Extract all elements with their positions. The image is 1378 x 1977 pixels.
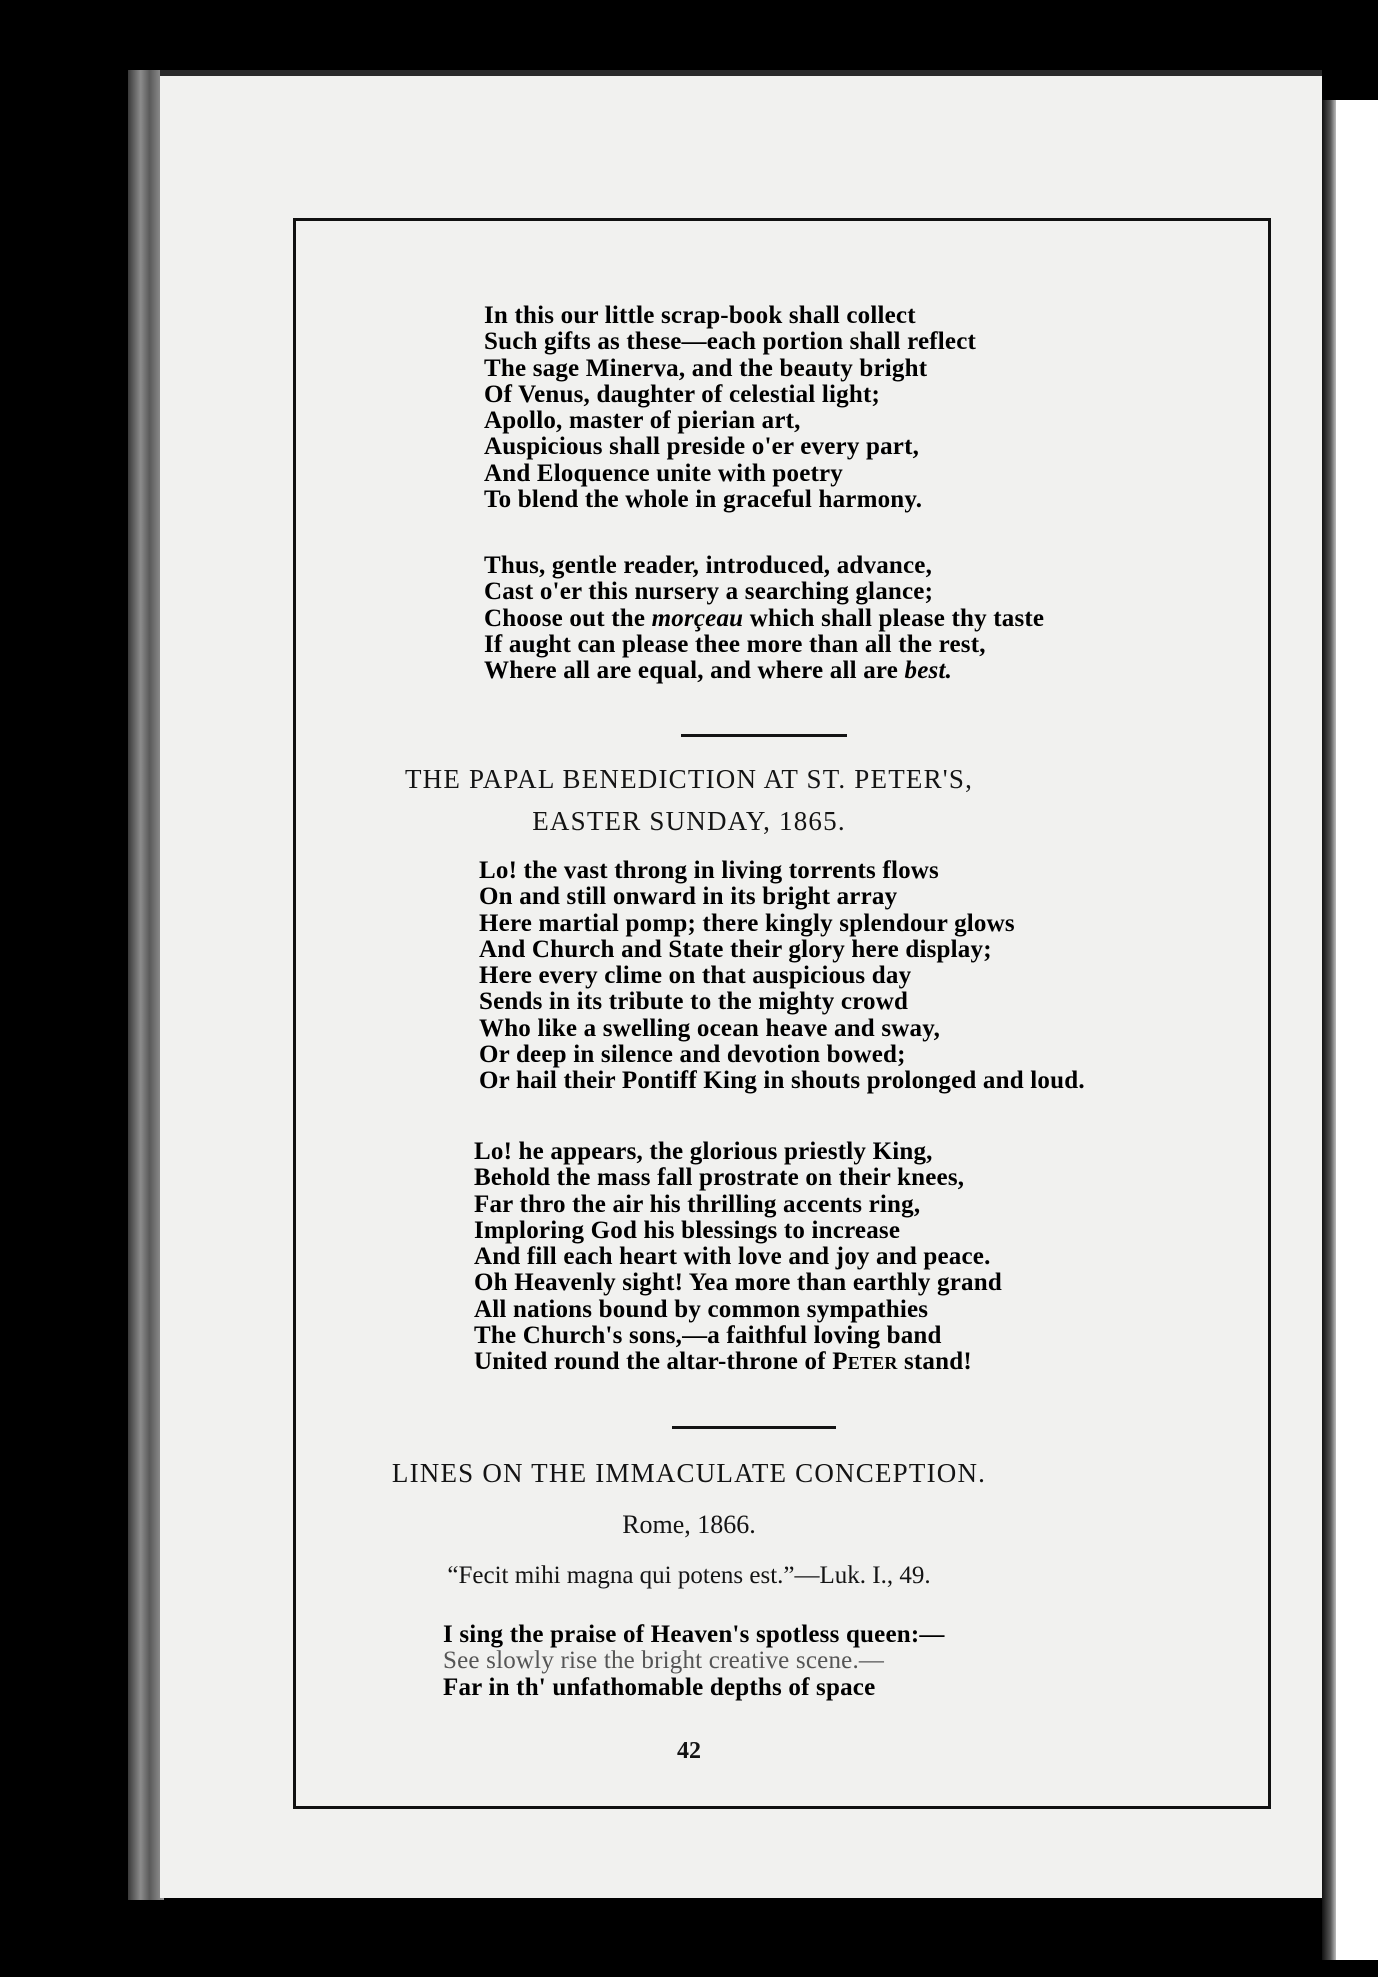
poem2-title-line1: THE PAPAL BENEDICTION AT ST. PETER'S, xyxy=(404,764,974,794)
section-divider xyxy=(672,1426,836,1429)
poem3-title: LINES ON THE IMMACULATE CONCEPTION. xyxy=(391,1458,987,1488)
verse-line: Imploring God his blessings to increase xyxy=(474,1216,901,1244)
verse-line: If aught can please thee more than all the rest, xyxy=(484,630,986,658)
verse-line: Here martial pomp; there kingly splendour glows xyxy=(479,909,1015,937)
verse-line: The sage Minerva, and the beauty bright xyxy=(484,354,928,382)
poem2-stanza2 xyxy=(474,1139,1002,1376)
verse-line: Apollo, master of pierian art, xyxy=(484,407,801,435)
verse-line: Or deep in silence and devotion bowed; xyxy=(479,1041,906,1069)
verse-line: Who like a swelling ocean heave and sway, xyxy=(479,1014,941,1042)
small-caps-name: Peter xyxy=(832,1348,898,1376)
verse-line: In this our little scrap-book shall collect xyxy=(484,302,916,329)
verse-line: Choose out the morçeau which shall please thy taste xyxy=(484,604,1045,632)
poem3-opening-lines xyxy=(443,1622,945,1701)
poem2-stanza1 xyxy=(479,858,1085,1095)
verse-line: Far in th' unfathomable depths of space xyxy=(443,1673,876,1701)
verse-line: Cast o'er this nursery a searching glance; xyxy=(484,578,934,606)
poem3-place-date: Rome, 1866. xyxy=(622,1510,756,1539)
verse-line: Far thro the air his thrilling accents ring, xyxy=(474,1190,921,1218)
verse-line: And fill each heart with love and joy and peace. xyxy=(474,1243,991,1271)
poem1-stanza1 xyxy=(484,303,976,513)
verse-line: Such gifts as these—each portion shall reflect xyxy=(484,328,977,356)
verse-line: I sing the praise of Heaven's spotless queen:— xyxy=(443,1621,945,1648)
verse-line: Oh Heavenly sight! Yea more than earthly grand xyxy=(474,1269,1002,1297)
verse-line: Lo! the vast throng in living torrents flows xyxy=(479,857,939,884)
verse-line: Here every clime on that auspicious day xyxy=(479,962,912,990)
verse-line: To blend the whole in graceful harmony. xyxy=(484,486,923,514)
verse-line: The Church's sons,—a faithful loving band xyxy=(474,1322,942,1350)
italic-word: morçeau xyxy=(651,604,744,632)
poem1-stanza2 xyxy=(484,553,1044,684)
poem3-epigraph: “Fecit mihi magna qui potens est.”—Luk. I., 49. xyxy=(447,1562,931,1589)
poem2-title-line2: EASTER SUNDAY, 1865. xyxy=(532,806,846,836)
verse-line: On and still onward in its bright array xyxy=(479,883,898,911)
verse-line: And Eloquence unite with poetry xyxy=(484,459,844,487)
book-spine xyxy=(128,70,164,1900)
verse-line: See slowly rise the bright creative scene.— xyxy=(443,1647,885,1675)
italic-word: best. xyxy=(904,657,953,685)
verse-line: United round the altar-throne of Peter stand! xyxy=(474,1348,972,1376)
verse-line: Of Venus, daughter of celestial light; xyxy=(484,380,881,408)
verse-line: Where all are equal, and where all are best. xyxy=(484,657,953,685)
verse-line: Or hail their Pontiff King in shouts prolonged and loud. xyxy=(479,1067,1085,1095)
verse-line: Auspicious shall preside o'er every part, xyxy=(484,433,920,461)
verse-line: Lo! he appears, the glorious priestly King, xyxy=(474,1138,933,1165)
verse-line: All nations bound by common sympathies xyxy=(474,1295,929,1323)
verse-line: Sends in its tribute to the mighty crowd xyxy=(479,988,909,1016)
page-number: 42 xyxy=(677,1738,701,1764)
verse-line: Thus, gentle reader, introduced, advance, xyxy=(484,552,933,579)
verse-line: And Church and State their glory here display; xyxy=(479,935,992,963)
section-divider xyxy=(681,734,847,737)
verse-line: Behold the mass fall prostrate on their knees, xyxy=(474,1164,965,1192)
gutter-shadow xyxy=(1322,100,1336,1960)
